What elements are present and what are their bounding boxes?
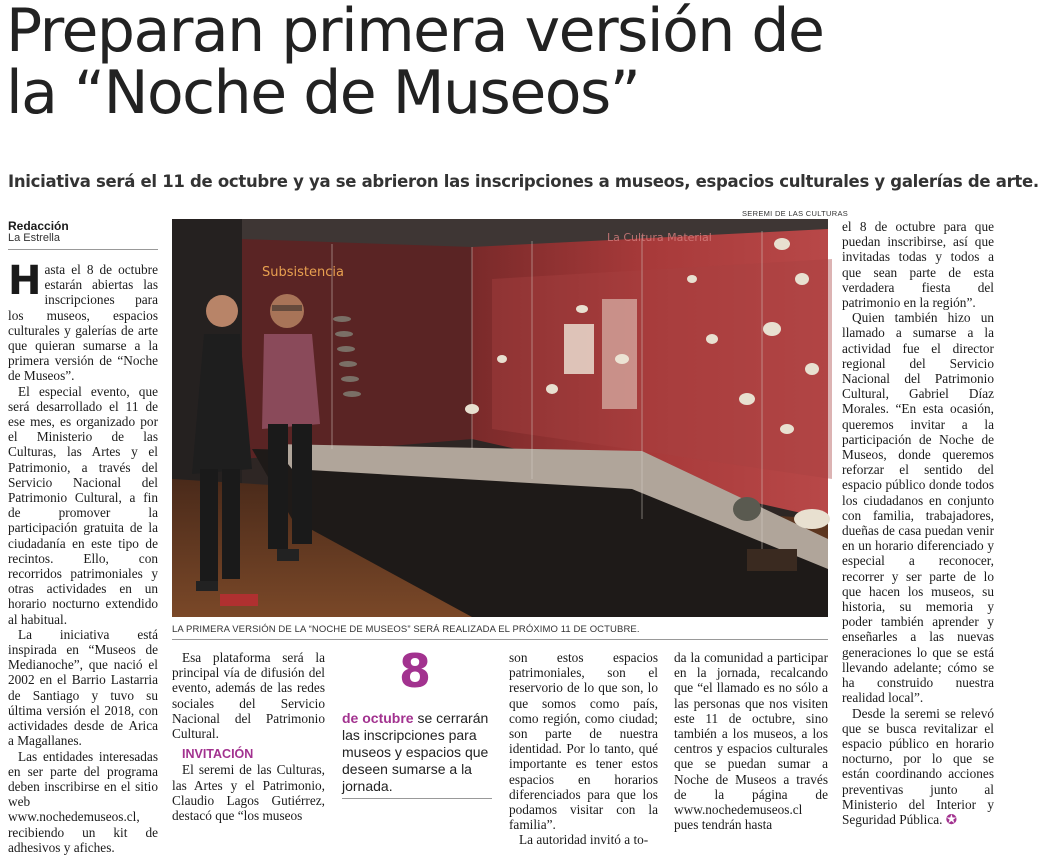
paragraph: El seremi de las Culturas, las Artes y el Patrimonio, Claudio Lagos Gutiérrez, destacó que “los museos — [172, 762, 325, 824]
sign-subsistencia: Subsistencia — [262, 265, 344, 280]
museum-exhibit-image — [172, 219, 828, 617]
headline-line-2: la “Noche de Museos” — [6, 58, 640, 128]
article-column-4 — [509, 650, 658, 848]
paragraph: el 8 de octubre para que puedan inscribirse, así que invitadas todas y todos a que sean parte de esta verdadera fiesta del patrimonio en la región”. — [842, 219, 994, 311]
sign-cultura-material: La Cultura Material — [607, 231, 712, 244]
paragraph: La iniciativa está inspirada en “Museos de Medianoche”, que nació el 2002 en el Barrio Lastarria de Santiago y tuvo su última versión el 2018, con actividades desde de Arica a Magallanes. — [8, 626, 158, 749]
headline — [6, 0, 996, 128]
museum-photo — [172, 219, 828, 617]
article-column-1 — [8, 258, 158, 855]
paragraph: La autoridad invitó a to- — [519, 832, 649, 848]
article-column-5 — [674, 650, 828, 839]
section-heading: INVITACIÓN — [182, 747, 254, 762]
pull-quote-number: 8 — [398, 644, 431, 698]
drop-cap: H — [8, 258, 42, 304]
paragraph: Desde la seremi se relevó que se busca revitalizar el espacio público en horario nocturno, por lo que se están coordinando acciones preventivas junto al Ministerio del Interior y Seguridad Pública. ✪ — [842, 705, 994, 827]
paragraph: Hasta el 8 de octubre estarán abiertas las inscripciones para los museos, espacios culturales y galerías de arte que quieran sumarse a la primera versión de “Noche de Museos”. — [8, 258, 158, 384]
paragraph: Quien también hizo un llamado a sumarse a la actividad fue el director regional del Servicio Nacional del Patrimonio Cultural, Gabriel Díaz Morales. “En esta ocasión, queremos invitar a la participación de Noche de Museos, donde queremos reforzar el sentido del espacio público donde todos los ciudadanos en conjunto con familia, trabajadores, dueñas de casa puedan venir en un horario diferenciado y especial a reconocer, recorrer y ser parte de lo que hacen los museos, su historia, su memoria y poder también aprender y enseñarles a las nuevas generaciones lo que se está llevando adelante; cómo se ha construido nuestra realidad local”. — [842, 310, 994, 706]
pull-quote-divider — [342, 798, 492, 799]
end-mark-icon: ✪ — [945, 811, 957, 827]
byline-divider — [8, 249, 158, 250]
paragraph: El especial evento, que será desarrollado el 11 de ese mes, es organizado por el Ministerio de las Culturas, las Artes y el Patrimonio, a través del Servicio Nacional del Patrimonio Cultural, a fin de promover la participación gratuita de la ciudadanía en este tipo de recintos. Ello, con recorridos patrimoniales y otras actividades en un horario nocturno extendido al habitual. — [8, 383, 158, 627]
paragraph: da la comunidad a participar en la jornada, recalcando que “el llamado es no sólo a las personas que nos visiten este 11 de octubre, sino también a los museos, a los centros y espacios culturales que se puedan sumar a Noche de Museos a través de la página de www.nochedemuseos.cl pues tendrán hasta — [674, 650, 828, 833]
byline-source: La Estrella — [8, 232, 60, 244]
headline-line-1: Preparan primera versión de — [6, 0, 824, 66]
article-column-2 — [172, 650, 325, 839]
caption-divider — [172, 639, 828, 640]
paragraph: Esa plataforma será la principal vía de difusión del evento, además de las redes sociales del Servicio Nacional del Patrimonio Cultural. — [172, 650, 325, 742]
paragraph: son estos espacios patrimoniales, son el reservorio de lo que son, lo que somos como país, como región, como ciudad; son parte de nuestra identidad. Por lo tanto, qué importante es tener estos espacios en horarios diferenciados para que los podamos visitar con la familia”. — [509, 650, 658, 833]
byline-author: Redacción — [8, 219, 69, 233]
subheadline: Iniciativa será el 11 de octubre y ya se abrieron las inscripciones a museos, espacios culturales y galerías de arte. — [8, 172, 1039, 191]
paragraph: Las entidades interesadas en ser parte del programa deben inscribirse en el sitio web www.nochedemuseos.cl, recibiendo un kit de adhesivos y afiches. — [8, 748, 158, 855]
article-column-6 — [842, 219, 994, 839]
photo-caption: LA PRIMERA VERSIÓN DE LA “NOCHE DE MUSEOS” SERÁ REALIZADA EL PRÓXIMO 11 DE OCTUBRE. — [172, 624, 640, 635]
photo-credit: SEREMI DE LAS CULTURAS — [742, 209, 849, 218]
pull-quote-text: de octubre se cerrarán las inscripciones para museos y espacios que deseen sumarse a la jornada. — [342, 710, 489, 794]
